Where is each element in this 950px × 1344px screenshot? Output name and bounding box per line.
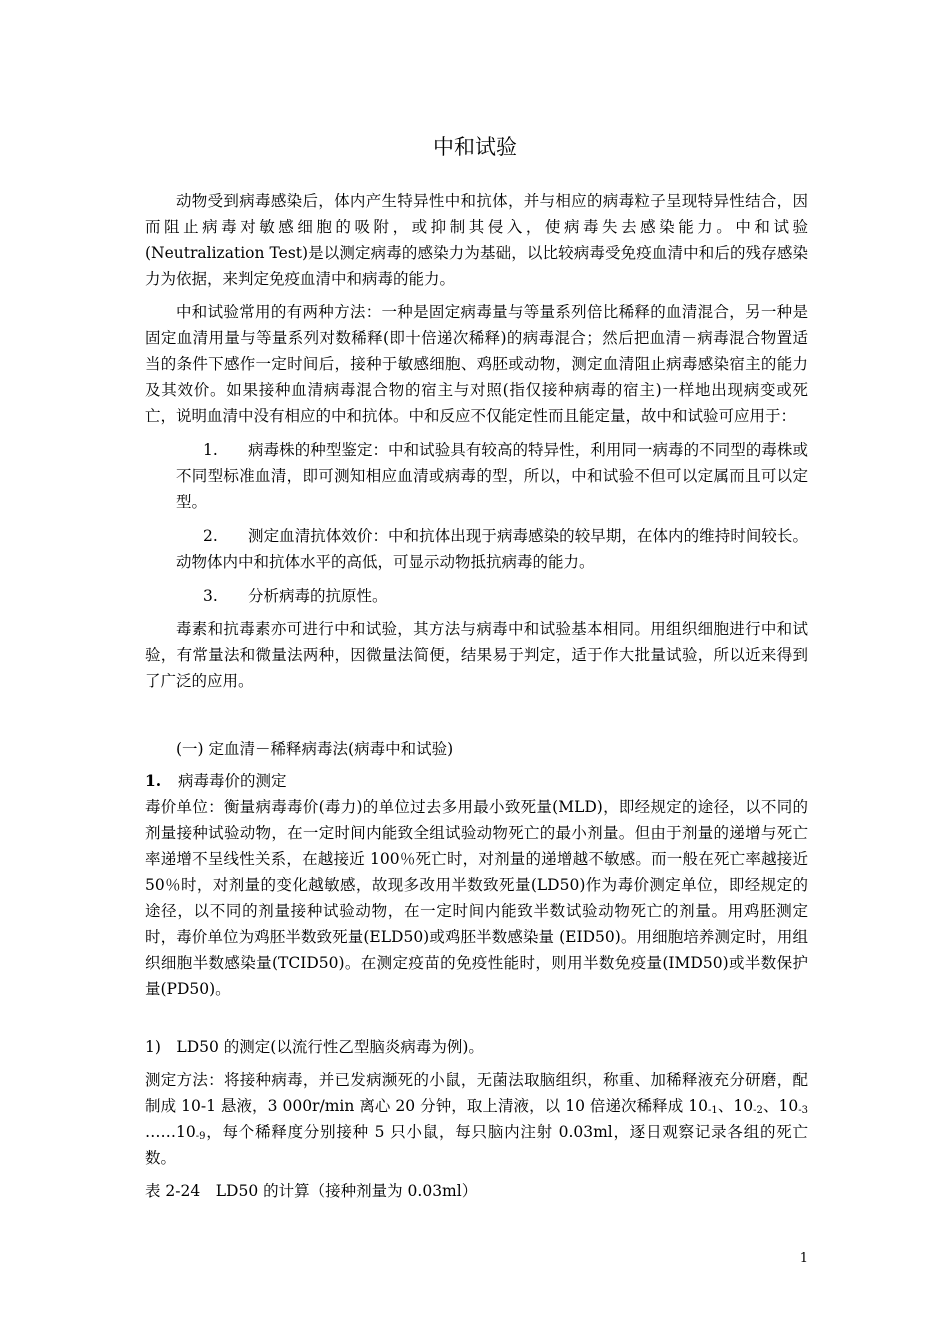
- titer-paragraph: 毒价单位：衡量病毒毒价(毒力)的单位过去多用最小致死量(MLD)，即经规定的途径，以不同的剂量接种试验动物，在一定时间内能致全组试验动物死亡的最小剂量。但由于剂量的递增与死亡率递增不呈线性关系，在越接近 100％死亡时，对剂量的递增越不敏感。而一般在死亡率越接近 50％时，对剂量的变化越敏感，故现多改用半数致死量(LD50)作为毒价测定单位，即经规定的途径，以不同的剂量接种试验动物，在一定时间内能致半数试验动物死亡的剂量。用鸡胚测定时，毒价单位为鸡胚半数致死量(ELD50)或鸡胚半数感染量 (EID50)。用细胞培养测定时，用组织细胞半数感染量(TCID50)。在测定疫苗的免疫性能时，则用半数免疫量(IMD50)或半数保护量(PD50)。: [145, 798, 808, 998]
- intro-paragraph-2: 中和试验常用的有两种方法：一种是固定病毒量与等量系列倍比稀释的血清混合，另一种是固定血清用量与等量系列对数稀释(即十倍递次稀释)的病毒混合；然后把血清－病毒混合物置适当的条件下感作一定时间后，接种于敏感细胞、鸡胚或动物，测定血清阻止病毒感染宿主的能力及其效价。如果接种血清病毒混合物的宿主与对照(指仅接种病毒的宿主)一样地出现病变或死亡，说明血清中没有相应的中和抗体。中和反应不仅能定性而且能定量，故中和试验可应用于：: [145, 303, 808, 425]
- ld50-heading: 1) LD50 的测定(以流行性乙型脑炎病毒为例)。: [145, 1038, 484, 1056]
- exponent: -2: [753, 1105, 763, 1116]
- intro-paragraph-1: 动物受到病毒感染后，体内产生特异性中和抗体，并与相应的病毒粒子呈现特异性结合，因而阻止病毒对敏感细胞的吸附，或抑制其侵入，使病毒失去感染能力。中和试验 (Neutralization Test)是以测定病毒的感染力为基础，以比较病毒受免疫血清中和后的残存感染力为依据，来判定免疫血清中和病毒的能力。: [145, 192, 808, 288]
- method-text: ，每个稀释度分别接种 5 只小鼠，每只脑内注射 0.03ml，逐日观察记录各组的死亡数。: [145, 1123, 808, 1167]
- document-body: [145, 188, 808, 1204]
- method-text: 测定方法：将接种病毒，并已发病濒死的小鼠，无菌法取脑组织，称重、加稀释液充分研磨，配制成 10-1 悬液，3 000r/min 离心 20 分钟，取上清液，以 10 倍递次稀释成 10: [145, 1071, 808, 1115]
- sub-heading-number: 1.: [145, 771, 162, 790]
- page-number: 1: [799, 1251, 808, 1266]
- page-title: 中和试验: [433, 135, 517, 159]
- exponent: -3: [798, 1105, 808, 1116]
- list-item: [145, 523, 808, 575]
- method-paragraph: [145, 1067, 808, 1171]
- table-caption: 表 2-24 LD50 的计算（接种剂量为 0.03ml）: [145, 1182, 478, 1200]
- list-item-number: 2.: [203, 527, 218, 545]
- method-text: 、10: [717, 1097, 754, 1115]
- exponent: -9: [195, 1131, 206, 1142]
- sub-heading: [145, 768, 808, 794]
- list-item-text: 测定血清抗体效价：中和抗体出现于病毒感染的较早期，在体内的维持时间较长。动物体内中和抗体水平的高低，可显示动物抵抗病毒的能力。: [176, 527, 808, 571]
- list-item-number: 1.: [203, 441, 218, 459]
- section-heading: (一) 定血清－稀释病毒法(病毒中和试验): [176, 740, 454, 758]
- list-item-text: 分析病毒的抗原性。: [248, 587, 388, 605]
- list-item-text: 病毒株的种型鉴定：中和试验具有较高的特异性，利用同一病毒的不同型的毒株或不同型标准血清，即可测知相应血清或病毒的型，所以，中和试验不但可以定属而且可以定型。: [176, 441, 808, 511]
- method-text: ……10: [145, 1123, 196, 1141]
- sub-heading-text: 病毒毒价的测定: [178, 772, 287, 790]
- list-item-number: 3.: [203, 587, 218, 605]
- list-item: [145, 583, 808, 609]
- exponent: -1: [708, 1105, 718, 1116]
- list-item: [145, 437, 808, 515]
- method-text: 、10: [762, 1097, 799, 1115]
- toxin-paragraph: 毒素和抗毒素亦可进行中和试验，其方法与病毒中和试验基本相同。用组织细胞进行中和试验，有常量法和微量法两种，因微量法简便，结果易于判定，适于作大批量试验，所以近来得到了广泛的应用。: [145, 620, 808, 690]
